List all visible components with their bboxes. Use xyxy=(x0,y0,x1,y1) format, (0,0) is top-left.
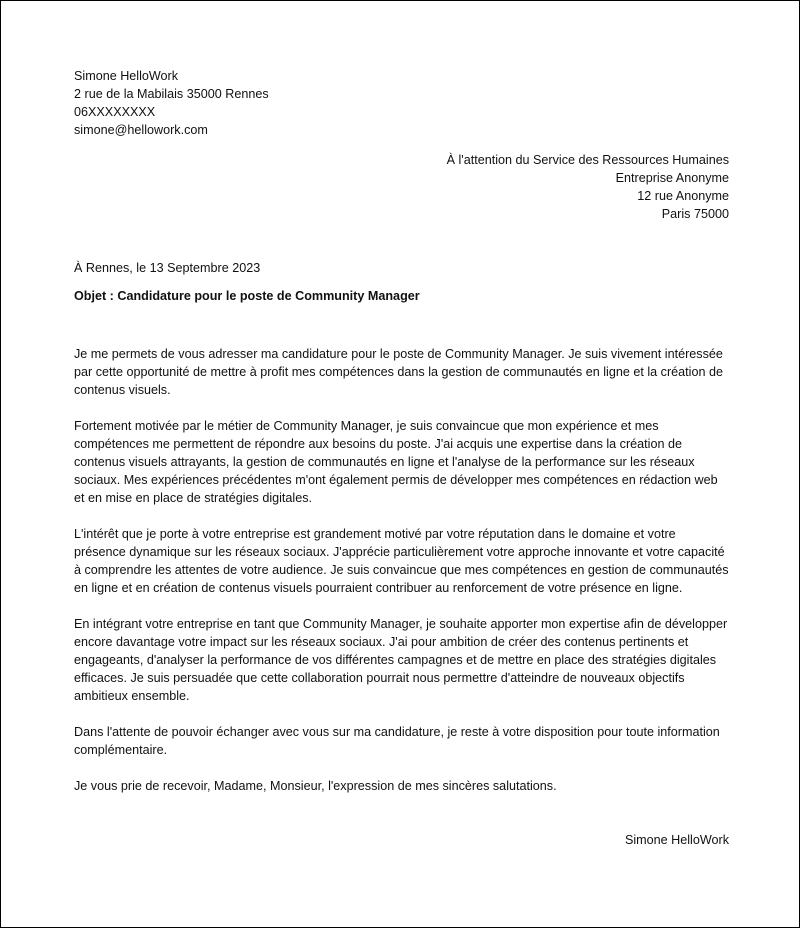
recipient-company: Entreprise Anonyme xyxy=(615,171,729,185)
sender-name: Simone HelloWork xyxy=(74,69,179,83)
subject-line: Objet : Candidature pour le poste de Community Manager xyxy=(74,289,420,303)
date-line: À Rennes, le 13 Septembre 2023 xyxy=(74,261,261,275)
paragraph-intro: Je me permets de vous adresser ma candidature pour le poste de Community Manager. Je suis vivement intéressée par cette opportunité de mettre à profit mes compétences dans la gestion de communautés en ligne et la création de contenus visuels. xyxy=(74,347,723,397)
recipient-attention: À l'attention du Service des Ressources Humaines xyxy=(446,153,729,167)
paragraph-availability: Dans l'attente de pouvoir échanger avec vous sur ma candidature, je reste à votre disposition pour toute information complémentaire. xyxy=(74,725,720,757)
sender-block xyxy=(74,67,729,139)
recipient-block xyxy=(74,151,729,223)
paragraph-company-interest: L'intérêt que je porte à votre entreprise est grandement motivé par votre réputation dans le domaine et votre présence dynamique sur les réseaux sociaux. J'apprécie particulièrement votre approche innovante et votre capacité à comprendre les attentes de votre audience. Je suis convaincue que mes compétences en gestion de communautés en ligne et en création de contenus visuels pourraient contribuer au renforcement de votre présence en ligne. xyxy=(74,527,729,595)
recipient-street: 12 rue Anonyme xyxy=(637,189,729,203)
letter-content xyxy=(74,67,729,849)
paragraph-closing: Je vous prie de recevoir, Madame, Monsieur, l'expression de mes sincères salutations. xyxy=(74,779,557,793)
paragraph-contribution: En intégrant votre entreprise en tant que Community Manager, je souhaite apporter mon expertise afin de développer encore davantage votre impact sur les réseaux sociaux. J'ai pour ambition de créer des contenus pertinents et engageants, d'analyser la performance de vos différentes campagnes et de mettre en place des stratégies digitales efficaces. Je suis persuadée que cette collaboration pourrait nous permettre d'atteindre de nouveaux objectifs ambitieux ensemble. xyxy=(74,617,728,703)
sender-address: 2 rue de la Mabilais 35000 Rennes xyxy=(74,87,269,101)
signature: Simone HelloWork xyxy=(624,833,729,847)
sender-phone: 06XXXXXXXX xyxy=(74,105,156,119)
letter-body xyxy=(74,345,729,795)
recipient-city: Paris 75000 xyxy=(661,207,729,221)
paragraph-motivation: Fortement motivée par le métier de Community Manager, je suis convaincue que mon expérience et mes compétences me permettent de répondre aux besoins du poste. J'ai acquis une expertise dans la création de contenus visuels attrayants, la gestion de communautés en ligne et l'analyse de la performance sur les réseaux sociaux. Mes expériences précédentes m'ont également permis de développer mes compétences en rédaction web et en mise en place de stratégies digitales. xyxy=(74,419,718,505)
sender-email: simone@hellowork.com xyxy=(74,123,208,137)
